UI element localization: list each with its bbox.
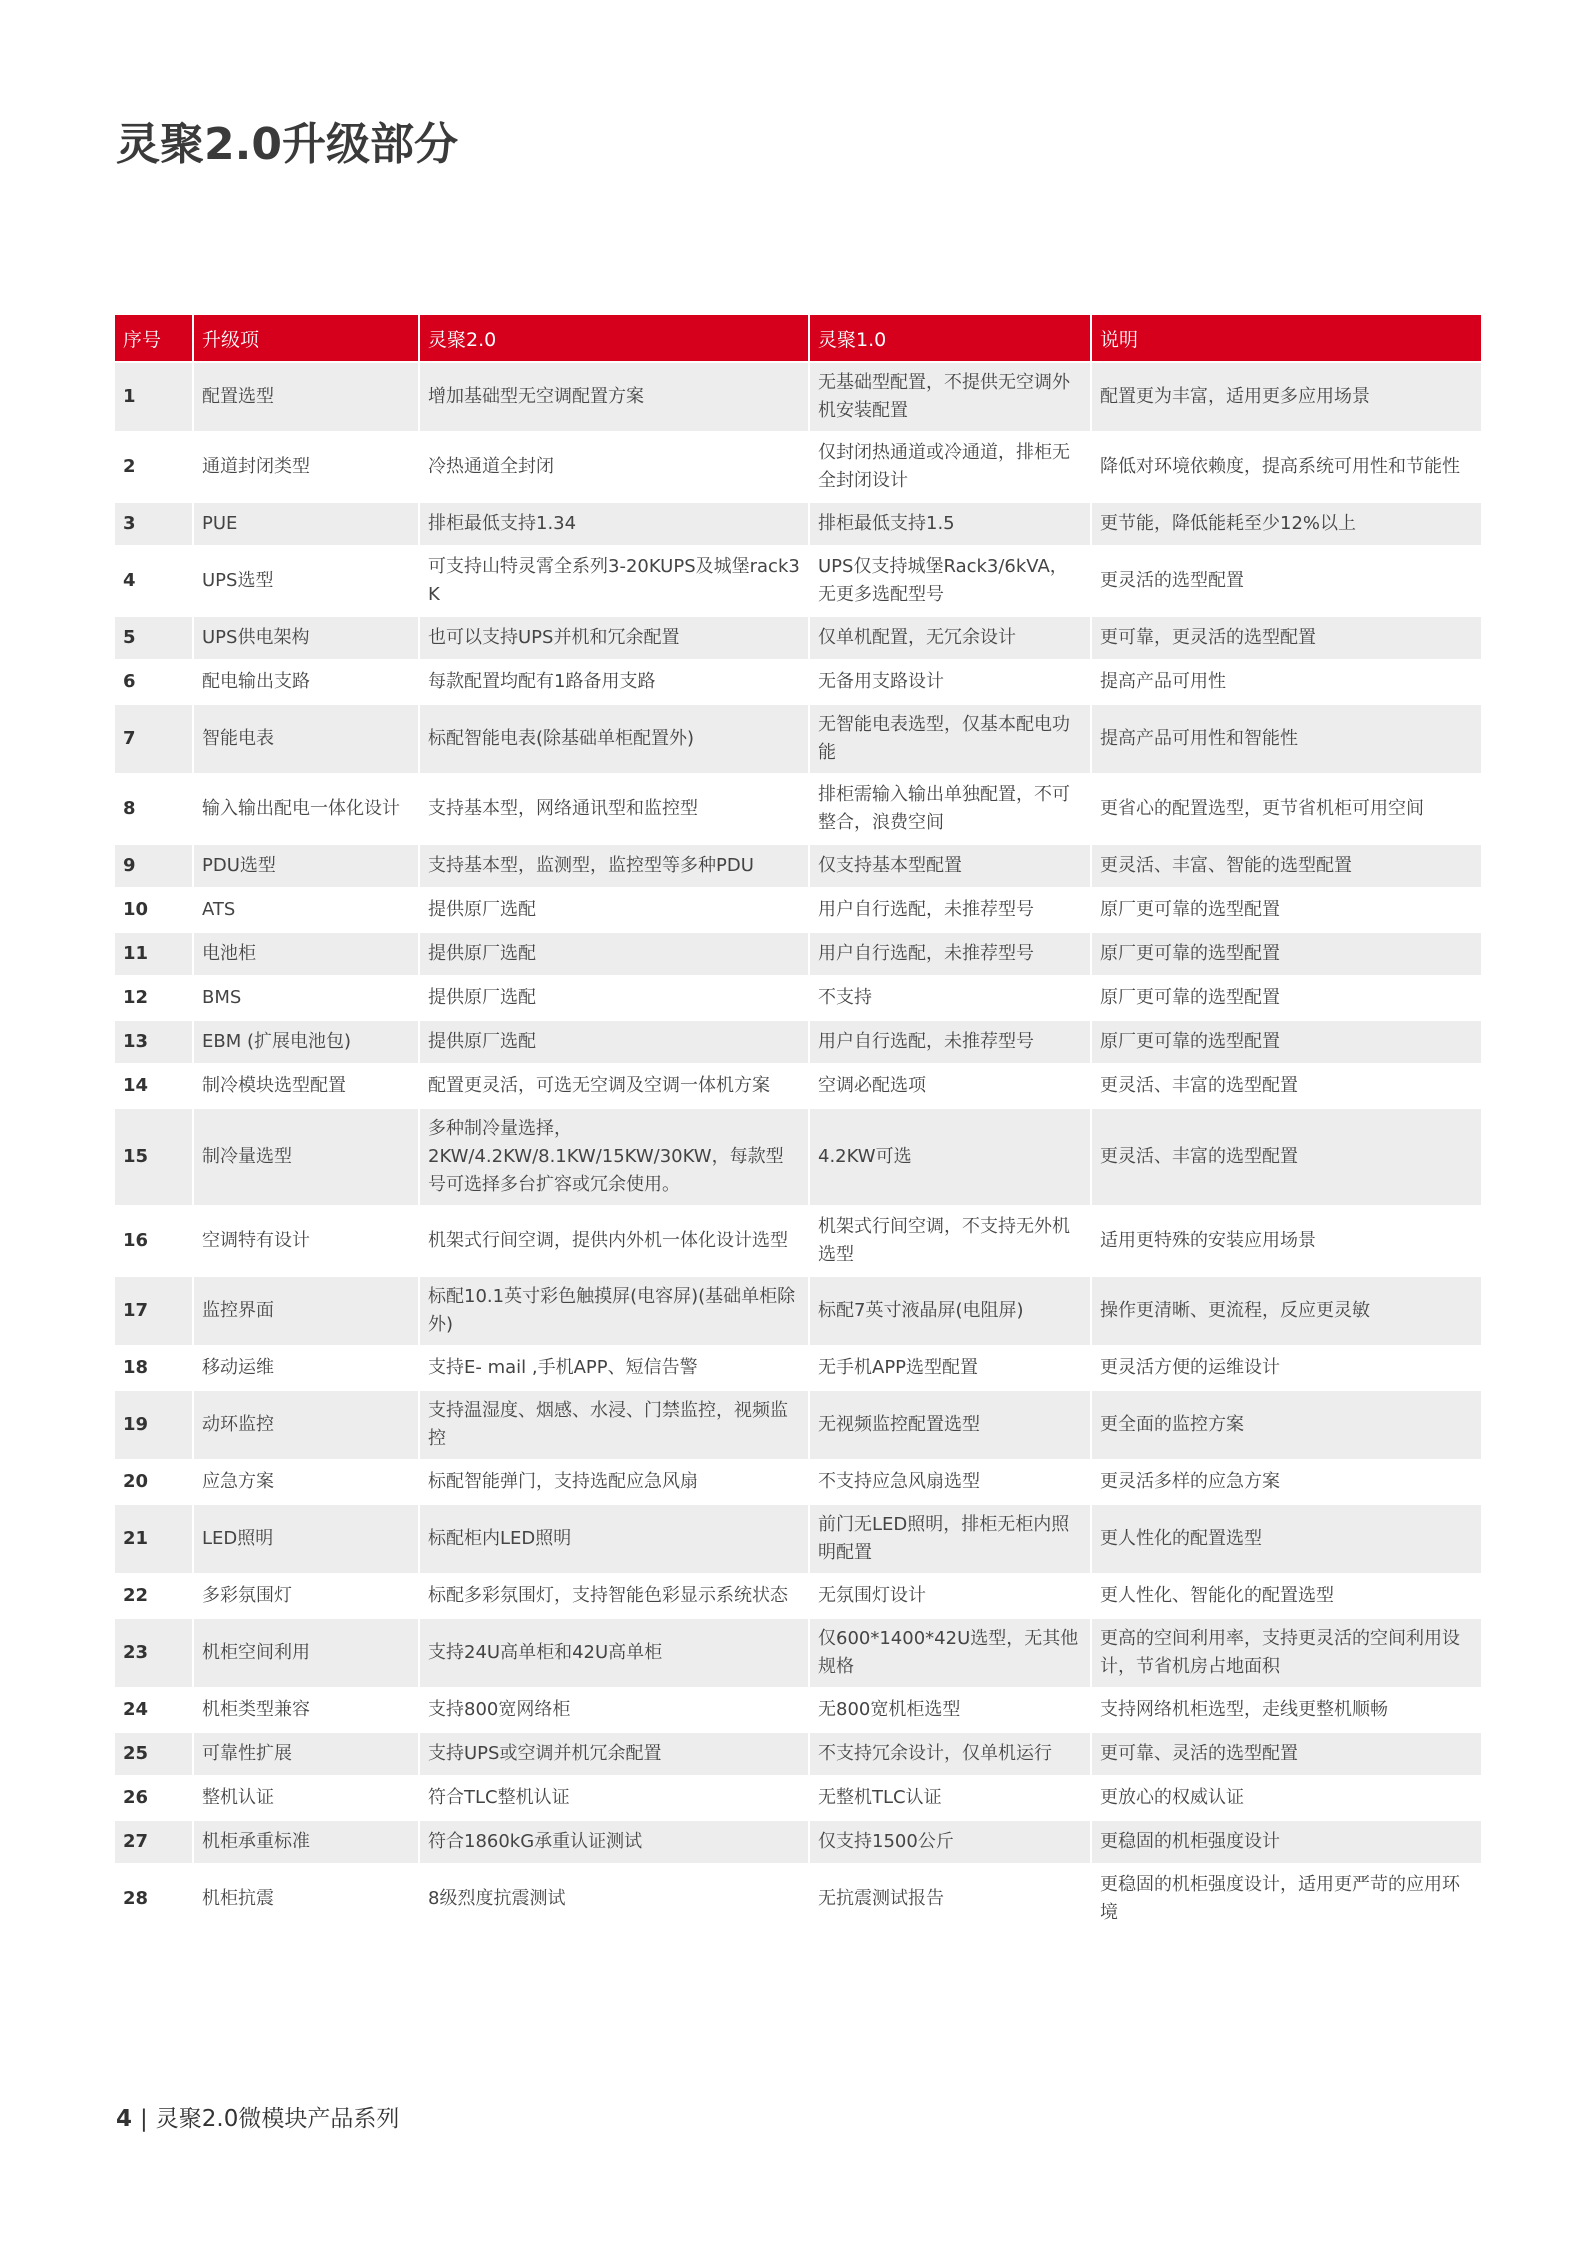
cell-upgrade-item: BMS xyxy=(192,977,418,1019)
table-row xyxy=(115,1065,1481,1107)
cell-index: 6 xyxy=(115,661,192,703)
cell-lingju-1: 无基础型配置，不提供无空调外机安装配置 xyxy=(808,363,1090,431)
cell-index: 3 xyxy=(115,503,192,545)
table-row xyxy=(115,889,1481,931)
cell-index: 27 xyxy=(115,1821,192,1863)
cell-lingju-2: 提供原厂选配 xyxy=(418,933,808,975)
cell-index: 24 xyxy=(115,1689,192,1731)
table-row xyxy=(115,977,1481,1019)
cell-upgrade-item: PUE xyxy=(192,503,418,545)
cell-index: 20 xyxy=(115,1461,192,1503)
table-row xyxy=(115,1865,1481,1933)
cell-upgrade-item: 多彩氛围灯 xyxy=(192,1575,418,1617)
cell-index: 22 xyxy=(115,1575,192,1617)
cell-description: 更全面的监控方案 xyxy=(1090,1391,1481,1459)
cell-lingju-1: 仅支持1500公斤 xyxy=(808,1821,1090,1863)
cell-index: 11 xyxy=(115,933,192,975)
cell-upgrade-item: 应急方案 xyxy=(192,1461,418,1503)
cell-lingju-2: 支持基本型，网络通讯型和监控型 xyxy=(418,775,808,843)
cell-lingju-1: 4.2KW可选 xyxy=(808,1109,1090,1205)
page-number: 4 xyxy=(116,2106,133,2132)
footer-separator: | xyxy=(140,2106,148,2132)
cell-index: 5 xyxy=(115,617,192,659)
table-row xyxy=(115,1021,1481,1063)
cell-description: 支持网络机柜选型，走线更整机顺畅 xyxy=(1090,1689,1481,1731)
cell-index: 10 xyxy=(115,889,192,931)
cell-index: 12 xyxy=(115,977,192,1019)
cell-lingju-2: 提供原厂选配 xyxy=(418,977,808,1019)
cell-lingju-1: 仅单机配置，无冗余设计 xyxy=(808,617,1090,659)
cell-description: 更稳固的机柜强度设计，适用更严苛的应用环境 xyxy=(1090,1865,1481,1933)
cell-lingju-2: 多种制冷量选择，2KW/4.2KW/8.1KW/15KW/30KW，每款型号可选择多台扩容或冗余使用。 xyxy=(418,1109,808,1205)
header-cell-description: 说明 xyxy=(1090,315,1481,361)
cell-lingju-1: 空调必配选项 xyxy=(808,1065,1090,1107)
table-row xyxy=(115,1207,1481,1275)
table-row xyxy=(115,617,1481,659)
page-title: 灵聚2.0升级部分 xyxy=(116,119,458,170)
table-body xyxy=(115,363,1481,1933)
header-cell-lingju-1: 灵聚1.0 xyxy=(808,315,1090,361)
cell-description: 更灵活、丰富的选型配置 xyxy=(1090,1065,1481,1107)
cell-index: 25 xyxy=(115,1733,192,1775)
table-row xyxy=(115,363,1481,431)
table-row xyxy=(115,845,1481,887)
cell-upgrade-item: 机柜承重标准 xyxy=(192,1821,418,1863)
cell-description: 更可靠，更灵活的选型配置 xyxy=(1090,617,1481,659)
cell-lingju-2: 配置更灵活，可选无空调及空调一体机方案 xyxy=(418,1065,808,1107)
cell-upgrade-item: 监控界面 xyxy=(192,1277,418,1345)
cell-lingju-1: 仅封闭热通道或冷通道，排柜无全封闭设计 xyxy=(808,433,1090,501)
cell-lingju-2: 符合1860kG承重认证测试 xyxy=(418,1821,808,1863)
cell-index: 14 xyxy=(115,1065,192,1107)
cell-upgrade-item: 机柜类型兼容 xyxy=(192,1689,418,1731)
table-row xyxy=(115,433,1481,501)
cell-index: 21 xyxy=(115,1505,192,1573)
cell-lingju-1: 无备用支路设计 xyxy=(808,661,1090,703)
cell-lingju-1: 不支持应急风扇选型 xyxy=(808,1461,1090,1503)
table-row xyxy=(115,503,1481,545)
cell-upgrade-item: 配置选型 xyxy=(192,363,418,431)
cell-description: 更人性化的配置选型 xyxy=(1090,1505,1481,1573)
cell-lingju-2: 标配柜内LED照明 xyxy=(418,1505,808,1573)
cell-description: 更人性化、智能化的配置选型 xyxy=(1090,1575,1481,1617)
cell-index: 4 xyxy=(115,547,192,615)
table-row xyxy=(115,1347,1481,1389)
comparison-table xyxy=(115,313,1481,1935)
cell-lingju-2: 支持800宽网络柜 xyxy=(418,1689,808,1731)
cell-description: 更灵活的选型配置 xyxy=(1090,547,1481,615)
table-row xyxy=(115,1777,1481,1819)
cell-lingju-2: 标配智能电表(除基础单柜配置外) xyxy=(418,705,808,773)
cell-description: 更节能，降低能耗至少12%以上 xyxy=(1090,503,1481,545)
cell-lingju-2: 支持E- mail ,手机APP、短信告警 xyxy=(418,1347,808,1389)
cell-lingju-1: 前门无LED照明，排柜无柜内照明配置 xyxy=(808,1505,1090,1573)
footer xyxy=(116,2100,399,2133)
cell-lingju-2: 支持温湿度、烟感、水浸、门禁监控，视频监控 xyxy=(418,1391,808,1459)
cell-description: 更高的空间利用率，支持更灵活的空间利用设计，节省机房占地面积 xyxy=(1090,1619,1481,1687)
table-row xyxy=(115,661,1481,703)
cell-lingju-2: 每款配置均配有1路备用支路 xyxy=(418,661,808,703)
cell-lingju-2: 也可以支持UPS并机和冗余配置 xyxy=(418,617,808,659)
cell-lingju-2: 支持UPS或空调并机冗余配置 xyxy=(418,1733,808,1775)
cell-description: 更省心的配置选型，更节省机柜可用空间 xyxy=(1090,775,1481,843)
cell-upgrade-item: 机柜抗震 xyxy=(192,1865,418,1933)
table-row xyxy=(115,1619,1481,1687)
cell-description: 原厂更可靠的选型配置 xyxy=(1090,1021,1481,1063)
table-row xyxy=(115,1505,1481,1573)
cell-description: 原厂更可靠的选型配置 xyxy=(1090,889,1481,931)
cell-description: 提高产品可用性和智能性 xyxy=(1090,705,1481,773)
cell-lingju-2: 支持基本型，监测型，监控型等多种PDU xyxy=(418,845,808,887)
cell-lingju-2: 符合TLC整机认证 xyxy=(418,1777,808,1819)
cell-lingju-1: 无800宽机柜选型 xyxy=(808,1689,1090,1731)
cell-lingju-2: 提供原厂选配 xyxy=(418,889,808,931)
table-row xyxy=(115,1277,1481,1345)
cell-lingju-2: 排柜最低支持1.34 xyxy=(418,503,808,545)
cell-lingju-1: 排柜需输入输出单独配置，不可整合，浪费空间 xyxy=(808,775,1090,843)
cell-lingju-1: 机架式行间空调，不支持无外机选型 xyxy=(808,1207,1090,1275)
table-row xyxy=(115,775,1481,843)
cell-index: 23 xyxy=(115,1619,192,1687)
cell-description: 原厂更可靠的选型配置 xyxy=(1090,977,1481,1019)
cell-lingju-1: 无智能电表选型，仅基本配电功能 xyxy=(808,705,1090,773)
cell-lingju-1: 无氛围灯设计 xyxy=(808,1575,1090,1617)
cell-lingju-1: 用户自行选配，未推荐型号 xyxy=(808,1021,1090,1063)
footer-series-title: 灵聚2.0微模块产品系列 xyxy=(155,2106,400,2132)
cell-description: 适用更特殊的安装应用场景 xyxy=(1090,1207,1481,1275)
cell-lingju-1: 仅600*1400*42U选型，无其他规格 xyxy=(808,1619,1090,1687)
cell-index: 16 xyxy=(115,1207,192,1275)
table-row xyxy=(115,1821,1481,1863)
cell-upgrade-item: ATS xyxy=(192,889,418,931)
cell-index: 18 xyxy=(115,1347,192,1389)
cell-upgrade-item: 空调特有设计 xyxy=(192,1207,418,1275)
cell-lingju-1: 无整机TLC认证 xyxy=(808,1777,1090,1819)
cell-lingju-2: 可支持山特灵霄全系列3-20KUPS及城堡rack3 K xyxy=(418,547,808,615)
cell-lingju-2: 冷热通道全封闭 xyxy=(418,433,808,501)
cell-lingju-2: 支持24U高单柜和42U高单柜 xyxy=(418,1619,808,1687)
cell-index: 1 xyxy=(115,363,192,431)
cell-index: 2 xyxy=(115,433,192,501)
table-row xyxy=(115,1461,1481,1503)
cell-upgrade-item: 输入输出配电一体化设计 xyxy=(192,775,418,843)
cell-lingju-1: 无视频监控配置选型 xyxy=(808,1391,1090,1459)
cell-lingju-1: 用户自行选配，未推荐型号 xyxy=(808,889,1090,931)
cell-upgrade-item: UPS选型 xyxy=(192,547,418,615)
table-row xyxy=(115,1689,1481,1731)
table-row xyxy=(115,1391,1481,1459)
cell-lingju-1: 仅支持基本型配置 xyxy=(808,845,1090,887)
cell-upgrade-item: 电池柜 xyxy=(192,933,418,975)
cell-index: 19 xyxy=(115,1391,192,1459)
cell-description: 原厂更可靠的选型配置 xyxy=(1090,933,1481,975)
cell-upgrade-item: EBM (扩展电池包) xyxy=(192,1021,418,1063)
cell-lingju-1: 标配7英寸液晶屏(电阻屏) xyxy=(808,1277,1090,1345)
cell-lingju-2: 提供原厂选配 xyxy=(418,1021,808,1063)
cell-upgrade-item: LED照明 xyxy=(192,1505,418,1573)
cell-upgrade-item: 通道封闭类型 xyxy=(192,433,418,501)
cell-lingju-2: 机架式行间空调，提供内外机一体化设计选型 xyxy=(418,1207,808,1275)
cell-index: 17 xyxy=(115,1277,192,1345)
header-cell-index: 序号 xyxy=(115,315,192,361)
cell-index: 8 xyxy=(115,775,192,843)
cell-upgrade-item: 智能电表 xyxy=(192,705,418,773)
cell-lingju-1: 排柜最低支持1.5 xyxy=(808,503,1090,545)
cell-upgrade-item: UPS供电架构 xyxy=(192,617,418,659)
cell-lingju-2: 标配智能弹门，支持选配应急风扇 xyxy=(418,1461,808,1503)
table-row xyxy=(115,547,1481,615)
cell-upgrade-item: 制冷量选型 xyxy=(192,1109,418,1205)
cell-upgrade-item: 移动运维 xyxy=(192,1347,418,1389)
cell-upgrade-item: 动环监控 xyxy=(192,1391,418,1459)
cell-description: 更稳固的机柜强度设计 xyxy=(1090,1821,1481,1863)
header-cell-upgrade-item: 升级项 xyxy=(192,315,418,361)
cell-lingju-2: 标配多彩氛围灯，支持智能色彩显示系统状态 xyxy=(418,1575,808,1617)
cell-description: 配置更为丰富，适用更多应用场景 xyxy=(1090,363,1481,431)
cell-lingju-2: 8级烈度抗震测试 xyxy=(418,1865,808,1933)
cell-lingju-1: 不支持 xyxy=(808,977,1090,1019)
cell-description: 更可靠、灵活的选型配置 xyxy=(1090,1733,1481,1775)
cell-lingju-2: 增加基础型无空调配置方案 xyxy=(418,363,808,431)
cell-upgrade-item: 可靠性扩展 xyxy=(192,1733,418,1775)
cell-index: 9 xyxy=(115,845,192,887)
cell-upgrade-item: 机柜空间利用 xyxy=(192,1619,418,1687)
cell-lingju-1: 无抗震测试报告 xyxy=(808,1865,1090,1933)
cell-description: 更灵活、丰富的选型配置 xyxy=(1090,1109,1481,1205)
cell-description: 更灵活多样的应急方案 xyxy=(1090,1461,1481,1503)
cell-upgrade-item: 配电输出支路 xyxy=(192,661,418,703)
cell-upgrade-item: 整机认证 xyxy=(192,1777,418,1819)
cell-lingju-1: 无手机APP选型配置 xyxy=(808,1347,1090,1389)
cell-index: 26 xyxy=(115,1777,192,1819)
table-row xyxy=(115,705,1481,773)
table-row xyxy=(115,1109,1481,1205)
cell-description: 降低对环境依赖度，提高系统可用性和节能性 xyxy=(1090,433,1481,501)
cell-lingju-2: 标配10.1英寸彩色触摸屏(电容屏)(基础单柜除外) xyxy=(418,1277,808,1345)
cell-index: 13 xyxy=(115,1021,192,1063)
table-row xyxy=(115,1575,1481,1617)
cell-lingju-1: 不支持冗余设计，仅单机运行 xyxy=(808,1733,1090,1775)
table-row xyxy=(115,1733,1481,1775)
cell-upgrade-item: PDU选型 xyxy=(192,845,418,887)
cell-description: 提高产品可用性 xyxy=(1090,661,1481,703)
cell-description: 更灵活、丰富、智能的选型配置 xyxy=(1090,845,1481,887)
cell-index: 28 xyxy=(115,1865,192,1933)
cell-lingju-1: 用户自行选配，未推荐型号 xyxy=(808,933,1090,975)
cell-index: 7 xyxy=(115,705,192,773)
cell-description: 更放心的权威认证 xyxy=(1090,1777,1481,1819)
header-cell-lingju-2: 灵聚2.0 xyxy=(418,315,808,361)
cell-description: 更灵活方便的运维设计 xyxy=(1090,1347,1481,1389)
table-row xyxy=(115,933,1481,975)
cell-description: 操作更清晰、更流程，反应更灵敏 xyxy=(1090,1277,1481,1345)
cell-lingju-1: UPS仅支持城堡Rack3/6kVA，无更多选配型号 xyxy=(808,547,1090,615)
cell-upgrade-item: 制冷模块选型配置 xyxy=(192,1065,418,1107)
table-header-row xyxy=(115,315,1481,361)
cell-index: 15 xyxy=(115,1109,192,1205)
